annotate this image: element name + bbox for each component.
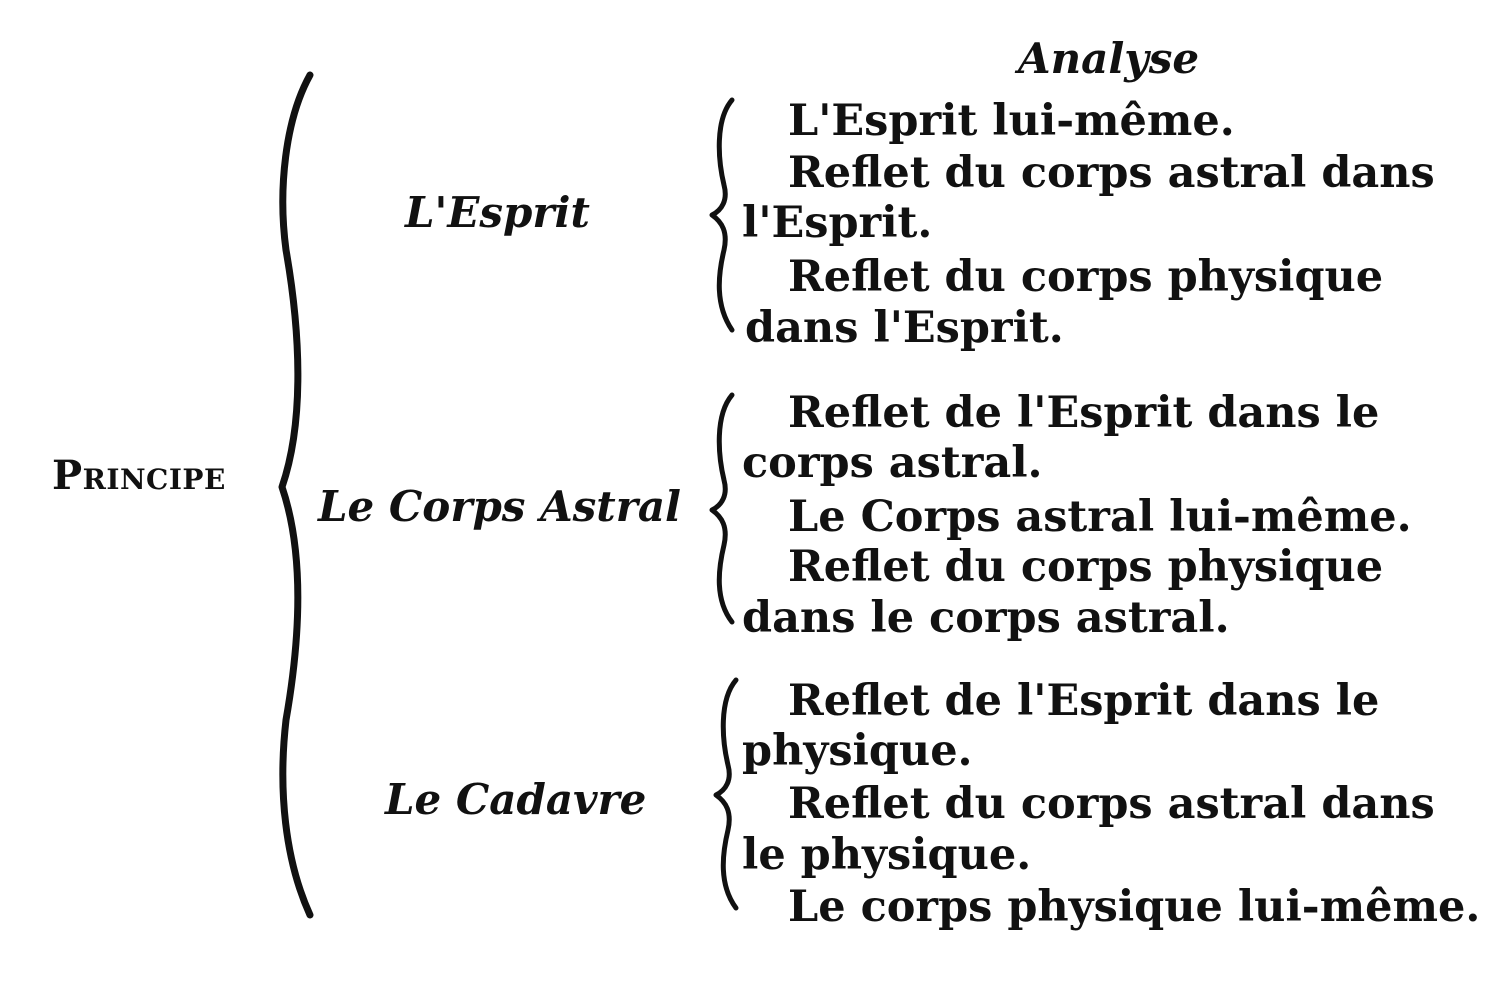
list-item: Reflet du corps physique — [788, 542, 1384, 592]
group-brace-2 — [712, 395, 732, 622]
list-item: le physique. — [742, 830, 1032, 880]
group-label-cadavre: Le Cadavre — [385, 775, 647, 824]
group-label-corps-astral: Le Corps Astral — [318, 482, 682, 531]
list-item: l'Esprit. — [742, 198, 933, 248]
group-label-esprit: L'Esprit — [405, 188, 590, 237]
list-item: Reflet de l'Esprit dans le — [788, 676, 1380, 726]
list-item: Reflet du corps physique — [788, 252, 1384, 302]
root-label: Principe — [52, 452, 226, 499]
list-item: Le Corps astral lui-même. — [788, 492, 1412, 542]
list-item: Le corps physique lui-même. — [788, 882, 1481, 932]
list-item: Reflet du corps astral dans — [788, 148, 1435, 198]
analysis-heading: Analyse — [1018, 34, 1200, 83]
group-brace-1 — [712, 100, 732, 330]
list-item: corps astral. — [742, 438, 1043, 488]
main-brace — [282, 75, 310, 915]
list-item: L'Esprit lui-même. — [788, 96, 1235, 146]
list-item: dans l'Esprit. — [745, 303, 1064, 353]
list-item: physique. — [742, 726, 973, 776]
list-item: Reflet de l'Esprit dans le — [788, 388, 1380, 438]
list-item: dans le corps astral. — [742, 593, 1230, 643]
list-item: Reflet du corps astral dans — [788, 779, 1435, 829]
group-brace-3 — [716, 680, 736, 908]
